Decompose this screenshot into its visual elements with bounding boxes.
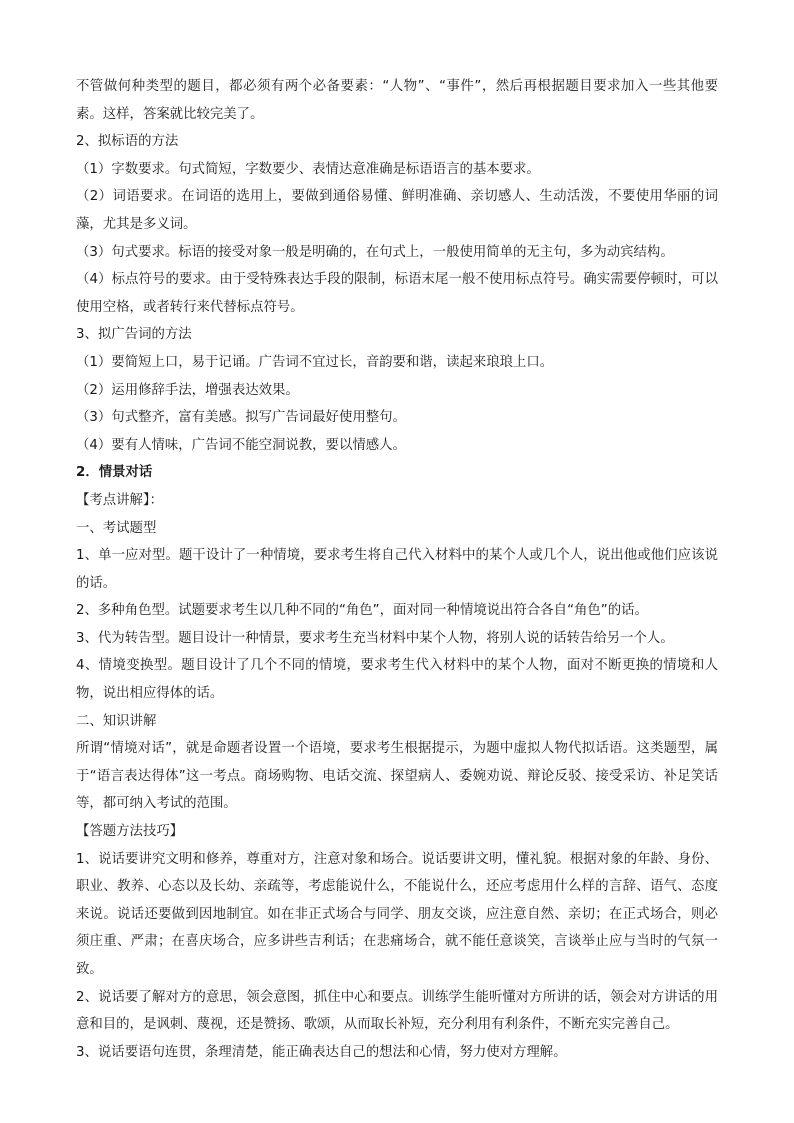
list-item: 3、代为转告型。题目设计一种情景，要求考生充当材料中某个人物，将别人说的话转告给另一个人。	[76, 630, 674, 646]
list-item: （3）句式整齐，富有美感。拟写广告词最好使用整句。	[76, 410, 406, 426]
list-item: 1、单一应对型。题干设计了一种情境，要求考生将自己代入材料中的某个人或几个人，说出他或他们应该说的话。	[76, 548, 718, 591]
list-item: （4）要有人情味，广告词不能空洞说教，要以情感人。	[76, 437, 406, 453]
paragraph-intro: 不管做何种类型的题目，都必须有两个必备要素：“人物”、“事件”，然后再根据题目要求加入一些其他要素。这样，答案就比较完美了。	[76, 79, 718, 122]
subheading-ad-methods: 3、拟广告词的方法	[76, 327, 192, 343]
section-title: 2．情景对话	[76, 465, 153, 481]
subheading-exam-types: 一、考试题型	[76, 520, 157, 536]
list-item: （1）字数要求。句式简短，字数要少、表情达意准确是标语语言的基本要求。	[76, 161, 540, 177]
section-label-key-points: 【考点讲解】：	[76, 492, 164, 508]
list-item: （1）要简短上口，易于记诵。广告词不宜过长，音韵要和谐，读起来琅琅上口。	[76, 354, 554, 370]
list-item: 2、多种角色型。试题要求考生以几种不同的“角色”，面对同一种情境说出符合各自“角色”的话。	[76, 603, 648, 619]
list-item: 4、情境变换型。题目设计了几个不同的情境，要求考生代入材料中的某个人物，面对不断更换的情境和人物，说出相应得体的话。	[76, 658, 718, 702]
list-item: （2）词语要求。在词语的选用上，要做到通俗易懂、鲜明准确、亲切感人、生动活泼，不要使用华丽的词藻，尤其是多义词。	[76, 189, 718, 232]
list-item: （3）句式要求。标语的接受对象一般是明确的，在句式上，一般使用简单的无主句，多为动宾结构。	[76, 244, 674, 260]
list-item: 2、说话要了解对方的意思，领会意图，抓住中心和要点。训练学生能听懂对方所讲的话，领会对方讲话的用意和目的，是讽刺、蔑视，还是赞扬、歌颂，从而取长补短，充分利用有利条件，不断充实完善自己。	[76, 989, 718, 1033]
list-item: （2）运用修辞手法，增强表达效果。	[76, 382, 299, 398]
subheading-knowledge: 二、知识讲解	[76, 713, 157, 729]
document-body	[76, 73, 718, 1066]
list-item: （4）标点符号的要求。由于受特殊表达手段的限制，标语末尾一般不使用标点符号。确实需要停顿时，可以使用空格，或者转行来代替标点符号。	[76, 272, 718, 315]
paragraph-knowledge: 所谓“情境对话”，就是命题者设置一个语境，要求考生根据提示，为题中虚拟人物代拟话语。这类题型，属于“语言表达得体”这一考点。商场购物、电话交流、探望病人、委婉劝说、辩论反驳、接受采访、补足笑话等，都可纳入考试的范围。	[76, 741, 718, 812]
subheading-slogan-methods: 2、拟标语的方法	[76, 134, 179, 150]
list-item: 1、说话要讲究文明和修养，尊重对方，注意对象和场合。说话要讲文明，懂礼貌。根据对象的年龄、身份、职业、教养、心态以及长幼、亲疏等，考虑能说什么，不能说什么，还应考虑用什么样的言辞、语气、态度来说。说话还要做到因地制宜。如在非正式场合与同学、朋友交谈，应注意自然、亲切；在正式场合，则必须庄重、严肃；在喜庆场合，应多讲些吉利话；在悲痛场合，就不能任意谈笑，言谈举止应与当时的气氛一致。	[76, 851, 718, 977]
list-item: 3、说话要语句连贯，条理清楚，能正确表达自己的想法和心情，努力使对方理解。	[76, 1044, 567, 1060]
section-label-techniques: 【答题方法技巧】	[76, 824, 184, 840]
